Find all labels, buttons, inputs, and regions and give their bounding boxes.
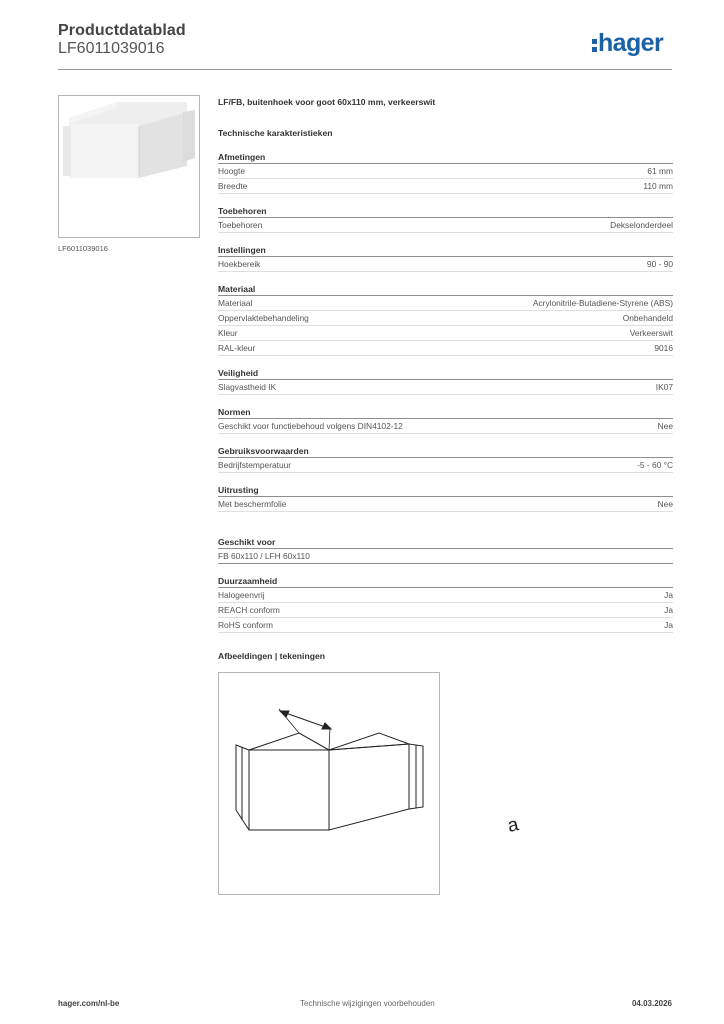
spec-row: [218, 497, 673, 512]
spec-row: [218, 296, 673, 311]
section-heading: Normen: [218, 406, 673, 419]
spec-row: [218, 458, 673, 473]
suitable-for-value: FB 60x110 / LFH 60x110: [218, 549, 673, 564]
spec-value: Dekselonderdeel: [610, 220, 673, 230]
footer-notice: Technische wijzigingen voorbehouden: [300, 999, 435, 1008]
spec-label: Oppervlaktebehandeling: [218, 313, 309, 323]
spec-label: RoHS conform: [218, 620, 273, 630]
spec-row: [218, 603, 673, 618]
section-safety: [218, 367, 673, 395]
spec-value: 9016: [654, 343, 673, 353]
spec-label: REACH conform: [218, 605, 280, 615]
technical-characteristics-title: Technische karakteristieken: [218, 128, 333, 138]
section-dimensions: [218, 151, 673, 194]
section-heading: Materiaal: [218, 283, 673, 296]
spec-label: Met beschermfolie: [218, 499, 287, 509]
technical-drawing: [218, 672, 521, 895]
spec-value: IK07: [655, 382, 673, 392]
spec-value: 110 mm: [643, 181, 673, 191]
product-image: [58, 95, 200, 238]
spec-label: Slagvastheid IK: [218, 382, 277, 392]
product-photo-illustration: [59, 96, 199, 237]
thumbnail-caption: LF6011039016: [58, 244, 108, 253]
spec-label: RAL-kleur: [218, 343, 256, 353]
hager-logo: [592, 28, 663, 58]
spec-row: [218, 341, 673, 356]
spec-value: Ja: [664, 605, 673, 615]
section-standards: [218, 406, 673, 434]
spec-value: 90 - 90: [646, 259, 673, 269]
spec-row: [218, 164, 673, 179]
spec-value: Onbehandeld: [622, 313, 673, 323]
spec-row: [218, 311, 673, 326]
section-heading: Duurzaamheid: [218, 575, 673, 588]
spec-row: [218, 257, 673, 272]
spec-label: Kleur: [218, 328, 238, 338]
section-settings: [218, 244, 673, 272]
section-suitable-for: [218, 536, 673, 564]
footer-date: 04.03.2026: [631, 999, 672, 1008]
section-heading: Afmetingen: [218, 151, 673, 164]
spec-row: [218, 618, 673, 633]
spec-value: -5 - 60 °C: [637, 460, 673, 470]
footer-website: hager.com/nl-be: [58, 999, 120, 1008]
spec-label: Toebehoren: [218, 220, 263, 230]
spec-row: [218, 380, 673, 395]
header-divider: [58, 69, 672, 70]
spec-value: Ja: [664, 590, 673, 600]
section-equipment: [218, 484, 673, 512]
section-heading: Instellingen: [218, 244, 673, 257]
section-heading: Geschikt voor: [218, 536, 673, 549]
spec-value: Nee: [657, 499, 673, 509]
spec-label: Hoekbereik: [218, 259, 261, 269]
spec-value: Verkeerswit: [629, 328, 673, 338]
spec-row: [218, 179, 673, 194]
corner-drawing-illustration: [219, 673, 439, 894]
page-title: Productdatablad: [58, 22, 186, 39]
spec-label: Materiaal: [218, 298, 253, 308]
spec-label: Breedte: [218, 181, 248, 191]
drawings-title: Afbeeldingen | tekeningen: [218, 651, 325, 661]
spec-value: Acrylonitrile-Butadiene-Styrene (ABS): [532, 298, 673, 308]
product-details: [218, 95, 673, 895]
dimension-label: a: [505, 814, 521, 837]
spec-label: Halogeenvrij: [218, 590, 265, 600]
spec-value: Ja: [664, 620, 673, 630]
spec-row: [218, 326, 673, 341]
spec-row: [218, 419, 673, 434]
section-accessories: [218, 205, 673, 233]
section-operating-conditions: [218, 445, 673, 473]
section-material: [218, 283, 673, 356]
spec-label: Hoogte: [218, 166, 246, 176]
product-title: LF/FB, buitenhoek voor goot 60x110 mm, verkeerswit: [218, 97, 436, 107]
spec-label: Geschikt voor functiebehoud volgens DIN4102-12: [218, 421, 403, 431]
spec-row: [218, 588, 673, 603]
section-heading: Veiligheid: [218, 367, 673, 380]
spec-label: Bedrijfstemperatuur: [218, 460, 292, 470]
section-heading: Uitrusting: [218, 484, 673, 497]
spec-value: Nee: [657, 421, 673, 431]
spec-row: [218, 218, 673, 233]
section-heading: Gebruiksvoorwaarden: [218, 445, 673, 458]
spec-value: 61 mm: [647, 166, 673, 176]
logo-text: hager: [598, 28, 664, 57]
article-number: LF6011039016: [58, 40, 165, 57]
section-sustainability: [218, 575, 673, 633]
section-heading: Toebehoren: [218, 205, 673, 218]
logo-dots: [592, 39, 597, 52]
